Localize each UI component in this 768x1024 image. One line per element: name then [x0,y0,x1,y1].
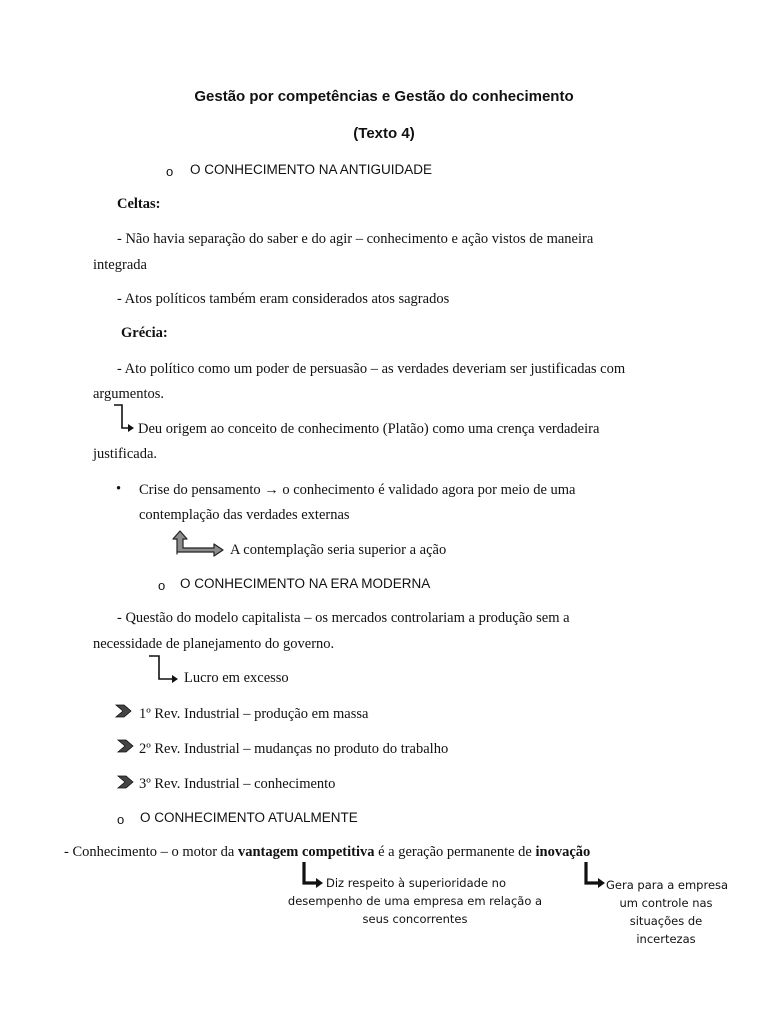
atualmente-text [64,844,590,861]
inovacao-term: inovação [535,844,591,860]
bent-up-arrow-icon [170,530,226,556]
chevron-right-icon [116,705,134,717]
elbow-arrow-icon [147,655,181,683]
rev3-text: 3º Rev. Industrial – conhecimento [139,776,336,792]
atualmente-text-a: - Conhecimento – o motor da [64,844,238,860]
grecia-arrow-text-cont: justificada. [93,446,158,462]
note-vantagem-line1: Diz respeito à superioridade no [326,876,506,890]
celtas-text-line2: - Atos políticos também eram considerados atos sagrados [117,291,450,307]
note-vantagem-line3: seus concorrentes [362,912,468,926]
moderna-text-line1: - Questão do modelo capitalista – os mercados controlariam a produção sem a [117,610,570,626]
grecia-text-line1: - Ato político como um poder de persuasão – as verdades deveriam ser justificadas com [117,361,626,377]
moderna-text-line1-cont: necessidade de planejamento do governo. [93,636,335,652]
lucro-text: Lucro em excesso [184,670,289,686]
crise-text-line1 [139,482,576,499]
note-inovacao-line2: um controle nas [619,896,713,910]
crise-text-line2: contemplação das verdades externas [139,507,350,523]
note-vantagem-line2: desempenho de uma empresa em relação a [287,894,543,908]
note-inovacao-line4: incertezas [636,932,696,946]
grecia-text-line1-cont: argumentos. [93,386,165,402]
chevron-right-icon [118,740,136,752]
celtas-text-line1: - Não havia separação do saber e do agir – conhecimento e ação vistos de maneira [117,231,594,247]
section-heading-era-moderna: O CONHECIMENTO NA ERA MODERNA [180,576,431,591]
atualmente-text-c: é a geração permanente de [374,844,536,860]
grecia-label: Grécia: [121,325,168,341]
right-arrow-icon: → [264,482,279,498]
section-heading-atualmente: O CONHECIMENTO ATUALMENTE [140,810,358,825]
l-arrow-icon [584,862,606,888]
elbow-arrow-icon [112,404,136,432]
vantagem-competitiva-term: vantagem competitiva [237,844,375,860]
document-subtitle: (Texto 4) [353,125,415,142]
disc-bullet-icon: • [116,481,122,497]
note-inovacao-line1: Gera para a empresa [606,878,729,892]
l-arrow-icon [302,862,324,888]
circle-bullet-icon: o [158,578,166,593]
crise-label: Crise do pensamento [139,482,261,498]
chevron-right-icon [118,776,136,788]
grecia-arrow-text: Deu origem ao conceito de conhecimento (Platão) como uma crença verdadeira [138,421,600,437]
note-inovacao-line3: situações de [629,914,703,928]
section-heading-antiguidade: O CONHECIMENTO NA ANTIGUIDADE [190,162,433,177]
circle-bullet-icon: o [166,164,174,179]
crise-text: o conhecimento é validado agora por meio de uma [282,482,576,498]
rev1-text: 1º Rev. Industrial – produção em massa [139,706,369,722]
circle-bullet-icon: o [117,812,125,827]
celtas-text-line1-cont: integrada [93,257,147,273]
contemplacao-text: A contemplação seria superior a ação [230,542,447,558]
document-title: Gestão por competências e Gestão do conhecimento [194,88,574,105]
celtas-label: Celtas: [117,196,161,212]
rev2-text: 2º Rev. Industrial – mudanças no produto do trabalho [139,741,449,757]
